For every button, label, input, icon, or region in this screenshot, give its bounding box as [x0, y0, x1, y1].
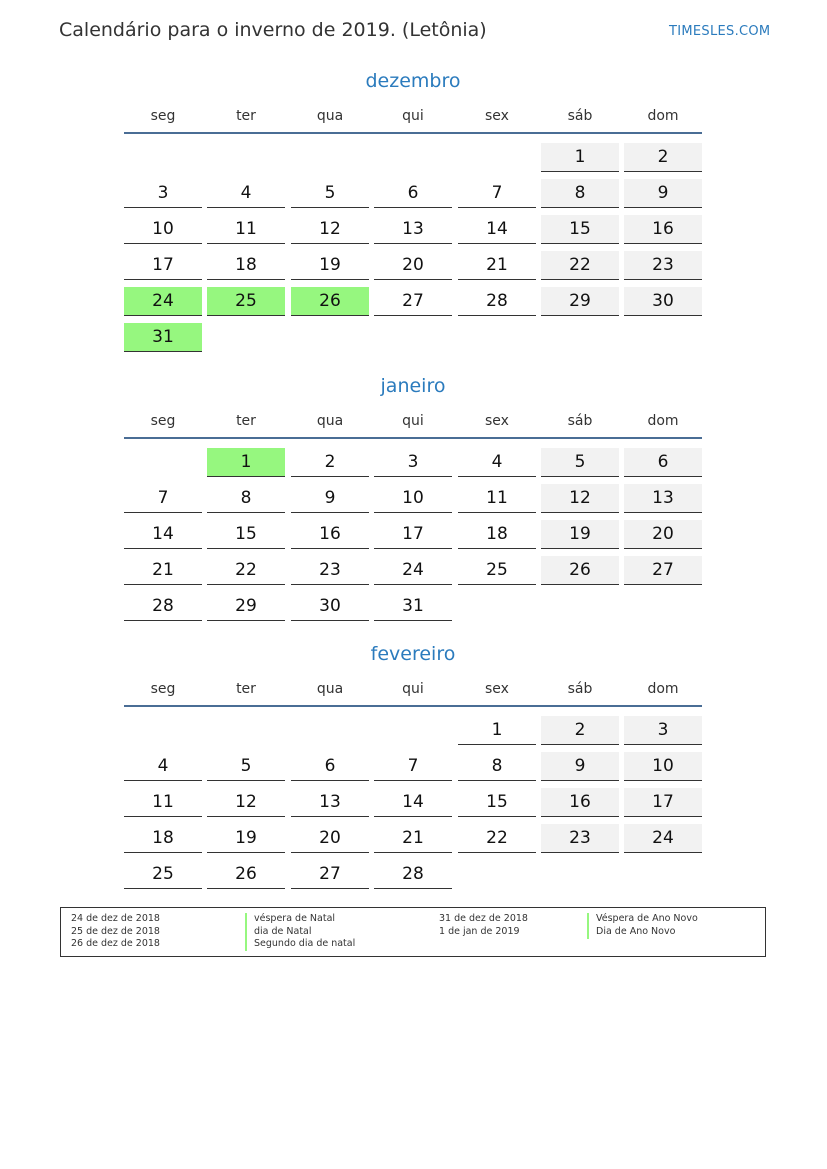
- day-cell: 23: [624, 251, 702, 280]
- weekday-label: seg: [150, 681, 176, 697]
- day-cell: 17: [124, 251, 202, 280]
- legend-date: 1 de jan de 2019: [439, 926, 520, 937]
- day-cell: 9: [541, 752, 619, 781]
- day-cell: 13: [374, 215, 452, 244]
- day-cell: 5: [291, 179, 369, 208]
- day-cell: 28: [374, 860, 452, 889]
- day-cell: 1: [541, 143, 619, 172]
- legend-holiday-name: Dia de Ano Novo: [587, 926, 675, 939]
- day-cell: 27: [291, 860, 369, 889]
- legend-holiday-name: véspera de Natal: [245, 913, 335, 926]
- day-cell: 14: [374, 788, 452, 817]
- holiday-day-cell: 24: [124, 287, 202, 316]
- weekday-label: seg: [150, 108, 176, 124]
- day-cell: 4: [124, 752, 202, 781]
- brand-link[interactable]: TIMESLES.COM: [669, 24, 771, 39]
- day-cell: 20: [374, 251, 452, 280]
- day-cell: 9: [624, 179, 702, 208]
- weekday-header: [124, 413, 704, 433]
- day-cell: 5: [207, 752, 285, 781]
- day-cell: 28: [458, 287, 536, 316]
- day-cell: 4: [207, 179, 285, 208]
- day-cell: 21: [374, 824, 452, 853]
- day-cell: 26: [207, 860, 285, 889]
- day-cell: 9: [291, 484, 369, 513]
- day-cell: 28: [124, 592, 202, 621]
- day-cell: 14: [124, 520, 202, 549]
- day-cell: 24: [374, 556, 452, 585]
- day-cell: 26: [541, 556, 619, 585]
- day-cell: 3: [124, 179, 202, 208]
- weekday-label: qua: [316, 681, 344, 697]
- day-cell: 7: [374, 752, 452, 781]
- day-cell: 30: [624, 287, 702, 316]
- day-cell: 18: [207, 251, 285, 280]
- day-cell: 11: [124, 788, 202, 817]
- day-cell: 17: [624, 788, 702, 817]
- day-cell: 22: [458, 824, 536, 853]
- day-cell: 22: [541, 251, 619, 280]
- holiday-day-cell: 1: [207, 448, 285, 477]
- day-cell: 5: [541, 448, 619, 477]
- day-cell: 6: [374, 179, 452, 208]
- day-cell: 2: [291, 448, 369, 477]
- day-cell: 13: [291, 788, 369, 817]
- day-cell: 15: [207, 520, 285, 549]
- day-cell: 2: [541, 716, 619, 745]
- day-cell: 23: [541, 824, 619, 853]
- day-cell: 3: [374, 448, 452, 477]
- month-name: janeiro: [380, 375, 446, 397]
- weekday-label: seg: [150, 413, 176, 429]
- weekday-label: sex: [485, 681, 509, 697]
- legend-date: 24 de dez de 2018: [71, 913, 160, 924]
- day-cell: 20: [624, 520, 702, 549]
- legend-holiday-name: Véspera de Ano Novo: [587, 913, 698, 926]
- day-cell: 19: [541, 520, 619, 549]
- legend-holiday-name: Segundo dia de natal: [245, 938, 355, 951]
- day-cell: 30: [291, 592, 369, 621]
- day-cell: 22: [207, 556, 285, 585]
- day-cell: 29: [207, 592, 285, 621]
- weekday-label: qui: [402, 108, 424, 124]
- day-cell: 1: [458, 716, 536, 745]
- day-cell: 27: [374, 287, 452, 316]
- weekday-label: dom: [647, 108, 679, 124]
- day-cell: 15: [458, 788, 536, 817]
- weekday-label: qua: [316, 108, 344, 124]
- day-cell: 23: [291, 556, 369, 585]
- weekday-label: qui: [402, 681, 424, 697]
- day-cell: 13: [624, 484, 702, 513]
- day-cell: 27: [624, 556, 702, 585]
- day-cell: 16: [291, 520, 369, 549]
- day-cell: 29: [541, 287, 619, 316]
- day-cell: 11: [207, 215, 285, 244]
- day-cell: 18: [458, 520, 536, 549]
- weekday-label: ter: [236, 413, 256, 429]
- holiday-day-cell: 31: [124, 323, 202, 352]
- weekday-label: ter: [236, 681, 256, 697]
- day-cell: 2: [624, 143, 702, 172]
- day-cell: 18: [124, 824, 202, 853]
- holiday-day-cell: 26: [291, 287, 369, 316]
- day-cell: 6: [291, 752, 369, 781]
- day-cell: 15: [541, 215, 619, 244]
- day-cell: 7: [124, 484, 202, 513]
- month-name: fevereiro: [370, 643, 456, 665]
- weekday-label: qui: [402, 413, 424, 429]
- day-cell: 6: [624, 448, 702, 477]
- day-cell: 4: [458, 448, 536, 477]
- weekday-label: sáb: [567, 108, 593, 124]
- day-cell: 19: [291, 251, 369, 280]
- header-divider: [124, 705, 702, 707]
- holiday-legend: [60, 907, 766, 957]
- day-cell: 11: [458, 484, 536, 513]
- day-cell: 10: [124, 215, 202, 244]
- day-cell: 16: [541, 788, 619, 817]
- day-cell: 21: [458, 251, 536, 280]
- day-cell: 8: [541, 179, 619, 208]
- weekday-label: sex: [485, 413, 509, 429]
- weekday-label: dom: [647, 681, 679, 697]
- header-divider: [124, 132, 702, 134]
- day-cell: 12: [541, 484, 619, 513]
- header-divider: [124, 437, 702, 439]
- legend-date: 25 de dez de 2018: [71, 926, 160, 937]
- weekday-label: sáb: [567, 413, 593, 429]
- legend-holiday-name: dia de Natal: [245, 926, 312, 939]
- day-cell: 25: [124, 860, 202, 889]
- day-cell: 20: [291, 824, 369, 853]
- month-name: dezembro: [365, 70, 461, 92]
- day-cell: 16: [624, 215, 702, 244]
- legend-date: 31 de dez de 2018: [439, 913, 528, 924]
- day-cell: 8: [458, 752, 536, 781]
- day-cell: 12: [291, 215, 369, 244]
- legend-date: 26 de dez de 2018: [71, 938, 160, 949]
- day-cell: 19: [207, 824, 285, 853]
- day-cell: 8: [207, 484, 285, 513]
- weekday-header: [124, 681, 704, 701]
- day-cell: 10: [374, 484, 452, 513]
- day-cell: 10: [624, 752, 702, 781]
- weekday-header: [124, 108, 704, 128]
- weekday-label: sáb: [567, 681, 593, 697]
- day-cell: 21: [124, 556, 202, 585]
- day-cell: 25: [458, 556, 536, 585]
- page-title: Calendário para o inverno de 2019. (Letônia): [59, 19, 487, 41]
- weekday-label: qua: [316, 413, 344, 429]
- day-cell: 24: [624, 824, 702, 853]
- day-cell: 17: [374, 520, 452, 549]
- holiday-day-cell: 25: [207, 287, 285, 316]
- day-cell: 31: [374, 592, 452, 621]
- day-cell: 12: [207, 788, 285, 817]
- weekday-label: sex: [485, 108, 509, 124]
- weekday-label: ter: [236, 108, 256, 124]
- day-cell: 3: [624, 716, 702, 745]
- day-cell: 7: [458, 179, 536, 208]
- weekday-label: dom: [647, 413, 679, 429]
- day-cell: 14: [458, 215, 536, 244]
